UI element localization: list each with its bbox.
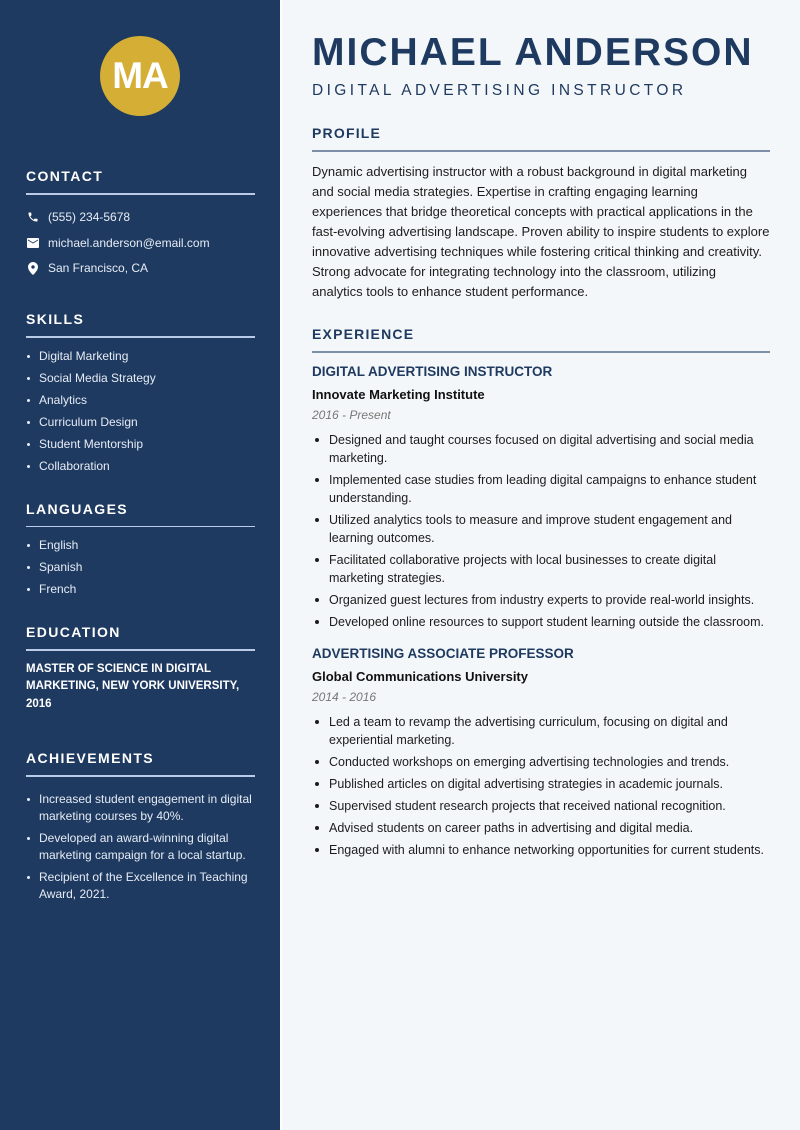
divider	[312, 351, 770, 353]
skill-item: Student Mentorship	[26, 436, 254, 453]
contact-title: CONTACT	[26, 168, 104, 184]
resume-header	[312, 30, 770, 100]
education-entry: MASTER OF SCIENCE IN DIGITAL MARKETING, NEW YORK UNIVERSITY, 2016	[26, 662, 240, 710]
job-bullet: Developed online resources to support student learning outside the classroom.	[312, 613, 770, 631]
email-icon	[26, 236, 39, 249]
job-bullets	[312, 713, 770, 859]
job-company: Innovate Marketing Institute	[312, 386, 485, 402]
profile-section	[312, 125, 770, 302]
skills-section	[26, 311, 254, 475]
job-company: Global Communications University	[312, 668, 528, 684]
profile-text: Dynamic advertising instructor with a robust background in digital marketing and social media strategies. Expertise in crafting engaging learning experiences that bridge theoretical concepts with practical applications in the fast-evolving advertising landscape. Proven ability to inspire students to explore innovative advertising techniques while fostering critical thinking and creativity. Strong advocate for integrating technology into the classroom, utilizing analytics tools to enhance student performance.	[312, 163, 770, 300]
sidebar	[0, 0, 280, 1130]
job-dates: 2014 - 2016	[312, 689, 377, 704]
divider	[312, 150, 770, 152]
job-bullet: Conducted workshops on emerging advertising technologies and trends.	[312, 753, 770, 771]
job-dates: 2016 - Present	[312, 407, 391, 422]
phone-icon	[26, 211, 39, 224]
job-role: ADVERTISING ASSOCIATE PROFESSOR	[312, 645, 574, 661]
divider	[26, 526, 255, 528]
education-title: EDUCATION	[26, 624, 121, 640]
candidate-name: MICHAEL ANDERSON	[312, 31, 754, 74]
contact-phone	[26, 205, 254, 231]
experience-section	[312, 326, 770, 859]
education-section	[26, 624, 254, 713]
job-entry	[312, 363, 770, 631]
job-bullet: Facilitated collaborative projects with local businesses to create digital marketing strategies.	[312, 551, 770, 587]
divider	[26, 336, 255, 338]
skills-list	[26, 348, 254, 475]
achievement-item: Recipient of the Excellence in Teaching Award, 2021.	[26, 869, 254, 903]
achievement-item: Increased student engagement in digital marketing courses by 40%.	[26, 791, 254, 825]
skills-title: SKILLS	[26, 311, 85, 327]
job-bullet: Implemented case studies from leading digital campaigns to enhance student understanding.	[312, 471, 770, 507]
profile-title: PROFILE	[312, 125, 382, 141]
divider	[26, 775, 255, 777]
job-role: DIGITAL ADVERTISING INSTRUCTOR	[312, 363, 553, 379]
achievements-section	[26, 750, 254, 903]
experience-title: EXPERIENCE	[312, 326, 415, 343]
language-item: Spanish	[26, 559, 254, 576]
job-bullet: Advised students on career paths in advertising and digital media.	[312, 819, 770, 837]
divider	[26, 193, 255, 195]
skill-item: Collaboration	[26, 458, 254, 475]
main-content	[280, 0, 800, 1130]
email-text[interactable]: michael.anderson@email.com	[48, 235, 210, 250]
skill-item: Analytics	[26, 392, 254, 409]
avatar: MA	[100, 36, 180, 116]
job-bullet: Led a team to revamp the advertising curriculum, focusing on digital and experiential marketing.	[312, 713, 770, 749]
language-item: English	[26, 537, 254, 554]
phone-text[interactable]: (555) 234-5678	[48, 210, 131, 225]
job-bullets	[312, 431, 770, 631]
achievement-item: Developed an award-winning digital marketing campaign for a local startup.	[26, 830, 254, 864]
job-bullet: Organized guest lectures from industry experts to provide real-world insights.	[312, 591, 770, 609]
languages-title: LANGUAGES	[26, 500, 129, 517]
location-text: San Francisco, CA	[48, 261, 149, 276]
contact-section	[26, 168, 254, 281]
skill-item: Social Media Strategy	[26, 370, 254, 387]
job-bullet: Published articles on digital advertising strategies in academic journals.	[312, 775, 770, 793]
skill-item: Digital Marketing	[26, 348, 254, 365]
location-pin-icon	[26, 262, 39, 275]
languages-section	[26, 501, 254, 599]
job-bullet: Supervised student research projects that received national recognition.	[312, 797, 770, 815]
languages-list	[26, 537, 254, 598]
contact-location	[26, 256, 254, 282]
job-bullet: Designed and taught courses focused on digital advertising and social media marketing.	[312, 431, 770, 467]
candidate-title: DIGITAL ADVERTISING INSTRUCTOR	[312, 82, 687, 99]
divider	[26, 649, 255, 651]
achievements-list	[26, 791, 254, 903]
job-bullet: Utilized analytics tools to measure and improve student engagement and learning outcomes.	[312, 511, 770, 547]
language-item: French	[26, 581, 254, 598]
job-entry	[312, 645, 770, 859]
achievements-title: ACHIEVEMENTS	[26, 750, 155, 766]
job-bullet: Engaged with alumni to enhance networking opportunities for current students.	[312, 841, 770, 859]
contact-email	[26, 230, 254, 256]
skill-item: Curriculum Design	[26, 414, 254, 431]
